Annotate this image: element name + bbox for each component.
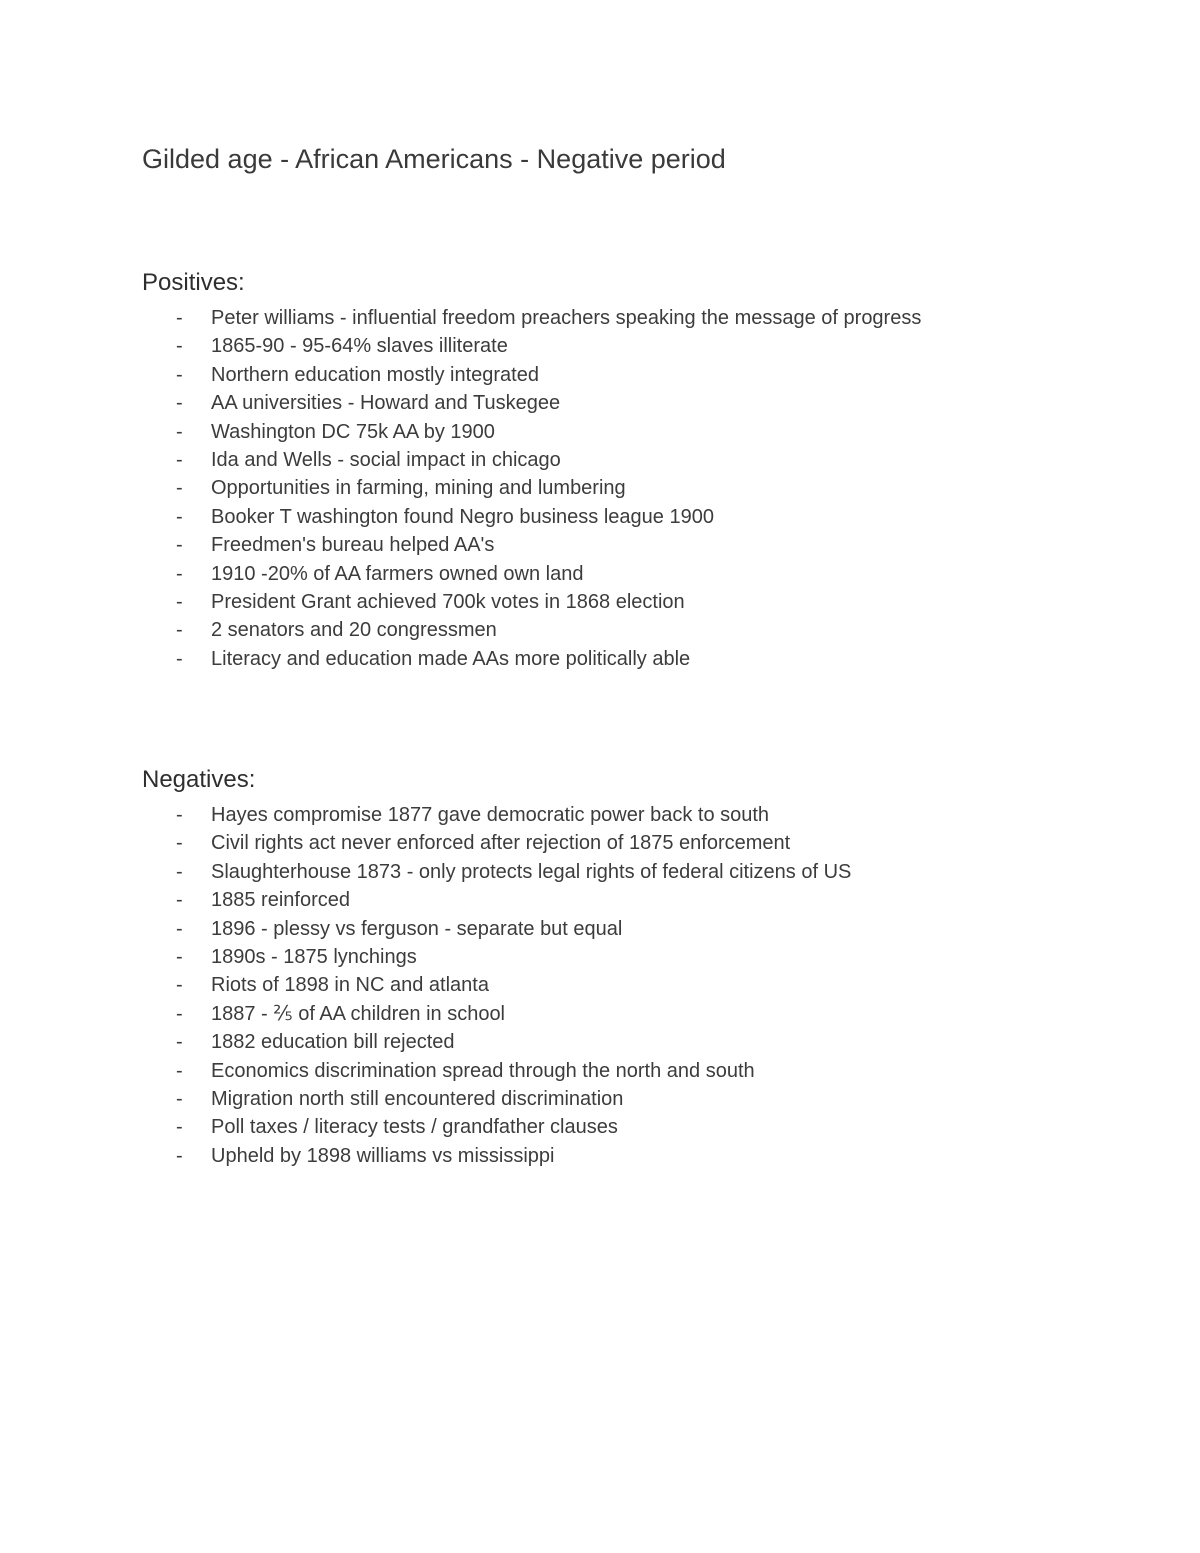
bullet-dash: - xyxy=(176,477,183,500)
bullet-dash: - xyxy=(176,1002,183,1025)
negatives-heading: Negatives: xyxy=(142,766,256,793)
list-item xyxy=(142,389,561,417)
positives-heading: Positives: xyxy=(142,269,245,296)
list-item-text: Washington DC 75k AA by 1900 xyxy=(211,420,495,443)
list-item xyxy=(142,588,685,616)
bullet-dash: - xyxy=(176,1116,183,1139)
bullet-dash: - xyxy=(176,974,183,997)
positives-section xyxy=(142,267,922,673)
bullet-dash: - xyxy=(176,448,183,471)
bullet-dash: - xyxy=(176,505,183,528)
list-item-text: 1882 education bill rejected xyxy=(211,1031,455,1054)
list-item-text: Opportunities in farming, mining and lumbering xyxy=(211,477,626,500)
list-item xyxy=(142,915,623,943)
list-item xyxy=(142,304,922,332)
list-item-text: Booker T washington found Negro business league 1900 xyxy=(211,505,714,528)
bullet-dash: - xyxy=(176,1031,183,1054)
list-item xyxy=(142,616,497,644)
positives-list xyxy=(142,304,922,673)
list-item-text: President Grant achieved 700k votes in 1868 election xyxy=(211,590,685,613)
list-item-text: AA universities - Howard and Tuskegee xyxy=(211,392,561,415)
list-item xyxy=(142,1142,555,1170)
list-item-text: Hayes compromise 1877 gave democratic power back to south xyxy=(211,804,770,826)
list-item xyxy=(142,418,495,446)
bullet-dash: - xyxy=(176,917,183,940)
list-item xyxy=(142,503,714,531)
list-item-text: Northern education mostly integrated xyxy=(211,363,539,386)
list-item-text: Riots of 1898 in NC and atlanta xyxy=(211,974,489,997)
list-item xyxy=(142,858,852,886)
bullet-dash: - xyxy=(176,534,183,557)
list-item xyxy=(142,943,417,971)
bullet-dash: - xyxy=(176,860,183,883)
list-item xyxy=(142,446,561,474)
bullet-dash: - xyxy=(176,335,183,358)
list-item-text: Poll taxes / literacy tests / grandfather clauses xyxy=(211,1116,618,1139)
list-item-text: 1896 - plessy vs ferguson - separate but equal xyxy=(211,917,623,940)
list-item-text: Freedmen's bureau helped AA's xyxy=(211,534,495,557)
list-item-text: Literacy and education made AAs more politically able xyxy=(211,647,691,670)
bullet-dash: - xyxy=(176,590,183,613)
list-item xyxy=(142,474,626,502)
bullet-dash: - xyxy=(176,1144,183,1167)
list-item-text: 1887 - ⅖ of AA children in school xyxy=(211,1002,506,1025)
list-item xyxy=(142,971,489,999)
bullet-dash: - xyxy=(176,804,183,826)
list-item-text: 1890s - 1875 lynchings xyxy=(211,945,417,968)
bullet-dash: - xyxy=(176,392,183,415)
list-item-text: Civil rights act never enforced after rejection of 1875 enforcement xyxy=(211,832,791,855)
bullet-dash: - xyxy=(176,1087,183,1110)
negatives-section xyxy=(142,764,852,1170)
list-item xyxy=(142,531,495,559)
bullet-dash: - xyxy=(176,647,183,670)
list-item-text: Economics discrimination spread through the north and south xyxy=(211,1059,755,1082)
bullet-dash: - xyxy=(176,832,183,855)
list-item-text: Slaughterhouse 1873 - only protects legal rights of federal citizens of US xyxy=(211,860,852,883)
list-item xyxy=(142,332,508,360)
bullet-dash: - xyxy=(176,363,183,386)
bullet-dash: - xyxy=(176,307,183,329)
list-item xyxy=(142,801,770,829)
list-item xyxy=(142,1000,506,1028)
bullet-dash: - xyxy=(176,619,183,642)
list-item xyxy=(142,1113,618,1141)
list-item xyxy=(142,645,691,673)
list-item-text: 1865-90 - 95-64% slaves illiterate xyxy=(211,335,508,358)
list-item xyxy=(142,1057,755,1085)
list-item-text: 2 senators and 20 congressmen xyxy=(211,619,497,642)
list-item-text: Ida and Wells - social impact in chicago xyxy=(211,448,561,471)
list-item xyxy=(142,560,584,588)
list-item-text: Upheld by 1898 williams vs mississippi xyxy=(211,1144,555,1167)
bullet-dash: - xyxy=(176,562,183,585)
bullet-dash: - xyxy=(176,1059,183,1082)
list-item xyxy=(142,361,539,389)
document-title: Gilded age - African Americans - Negative period xyxy=(142,144,726,174)
bullet-dash: - xyxy=(176,420,183,443)
negatives-list xyxy=(142,801,852,1170)
list-item-text: Peter williams - influential freedom preachers speaking the message of progress xyxy=(211,307,922,329)
list-item-text: 1885 reinforced xyxy=(211,889,350,912)
list-item xyxy=(142,829,791,857)
list-item xyxy=(142,1085,624,1113)
list-item xyxy=(142,1028,455,1056)
bullet-dash: - xyxy=(176,889,183,912)
list-item-text: Migration north still encountered discrimination xyxy=(211,1087,624,1110)
list-item xyxy=(142,886,350,914)
list-item-text: 1910 -20% of AA farmers owned own land xyxy=(211,562,584,585)
bullet-dash: - xyxy=(176,945,183,968)
